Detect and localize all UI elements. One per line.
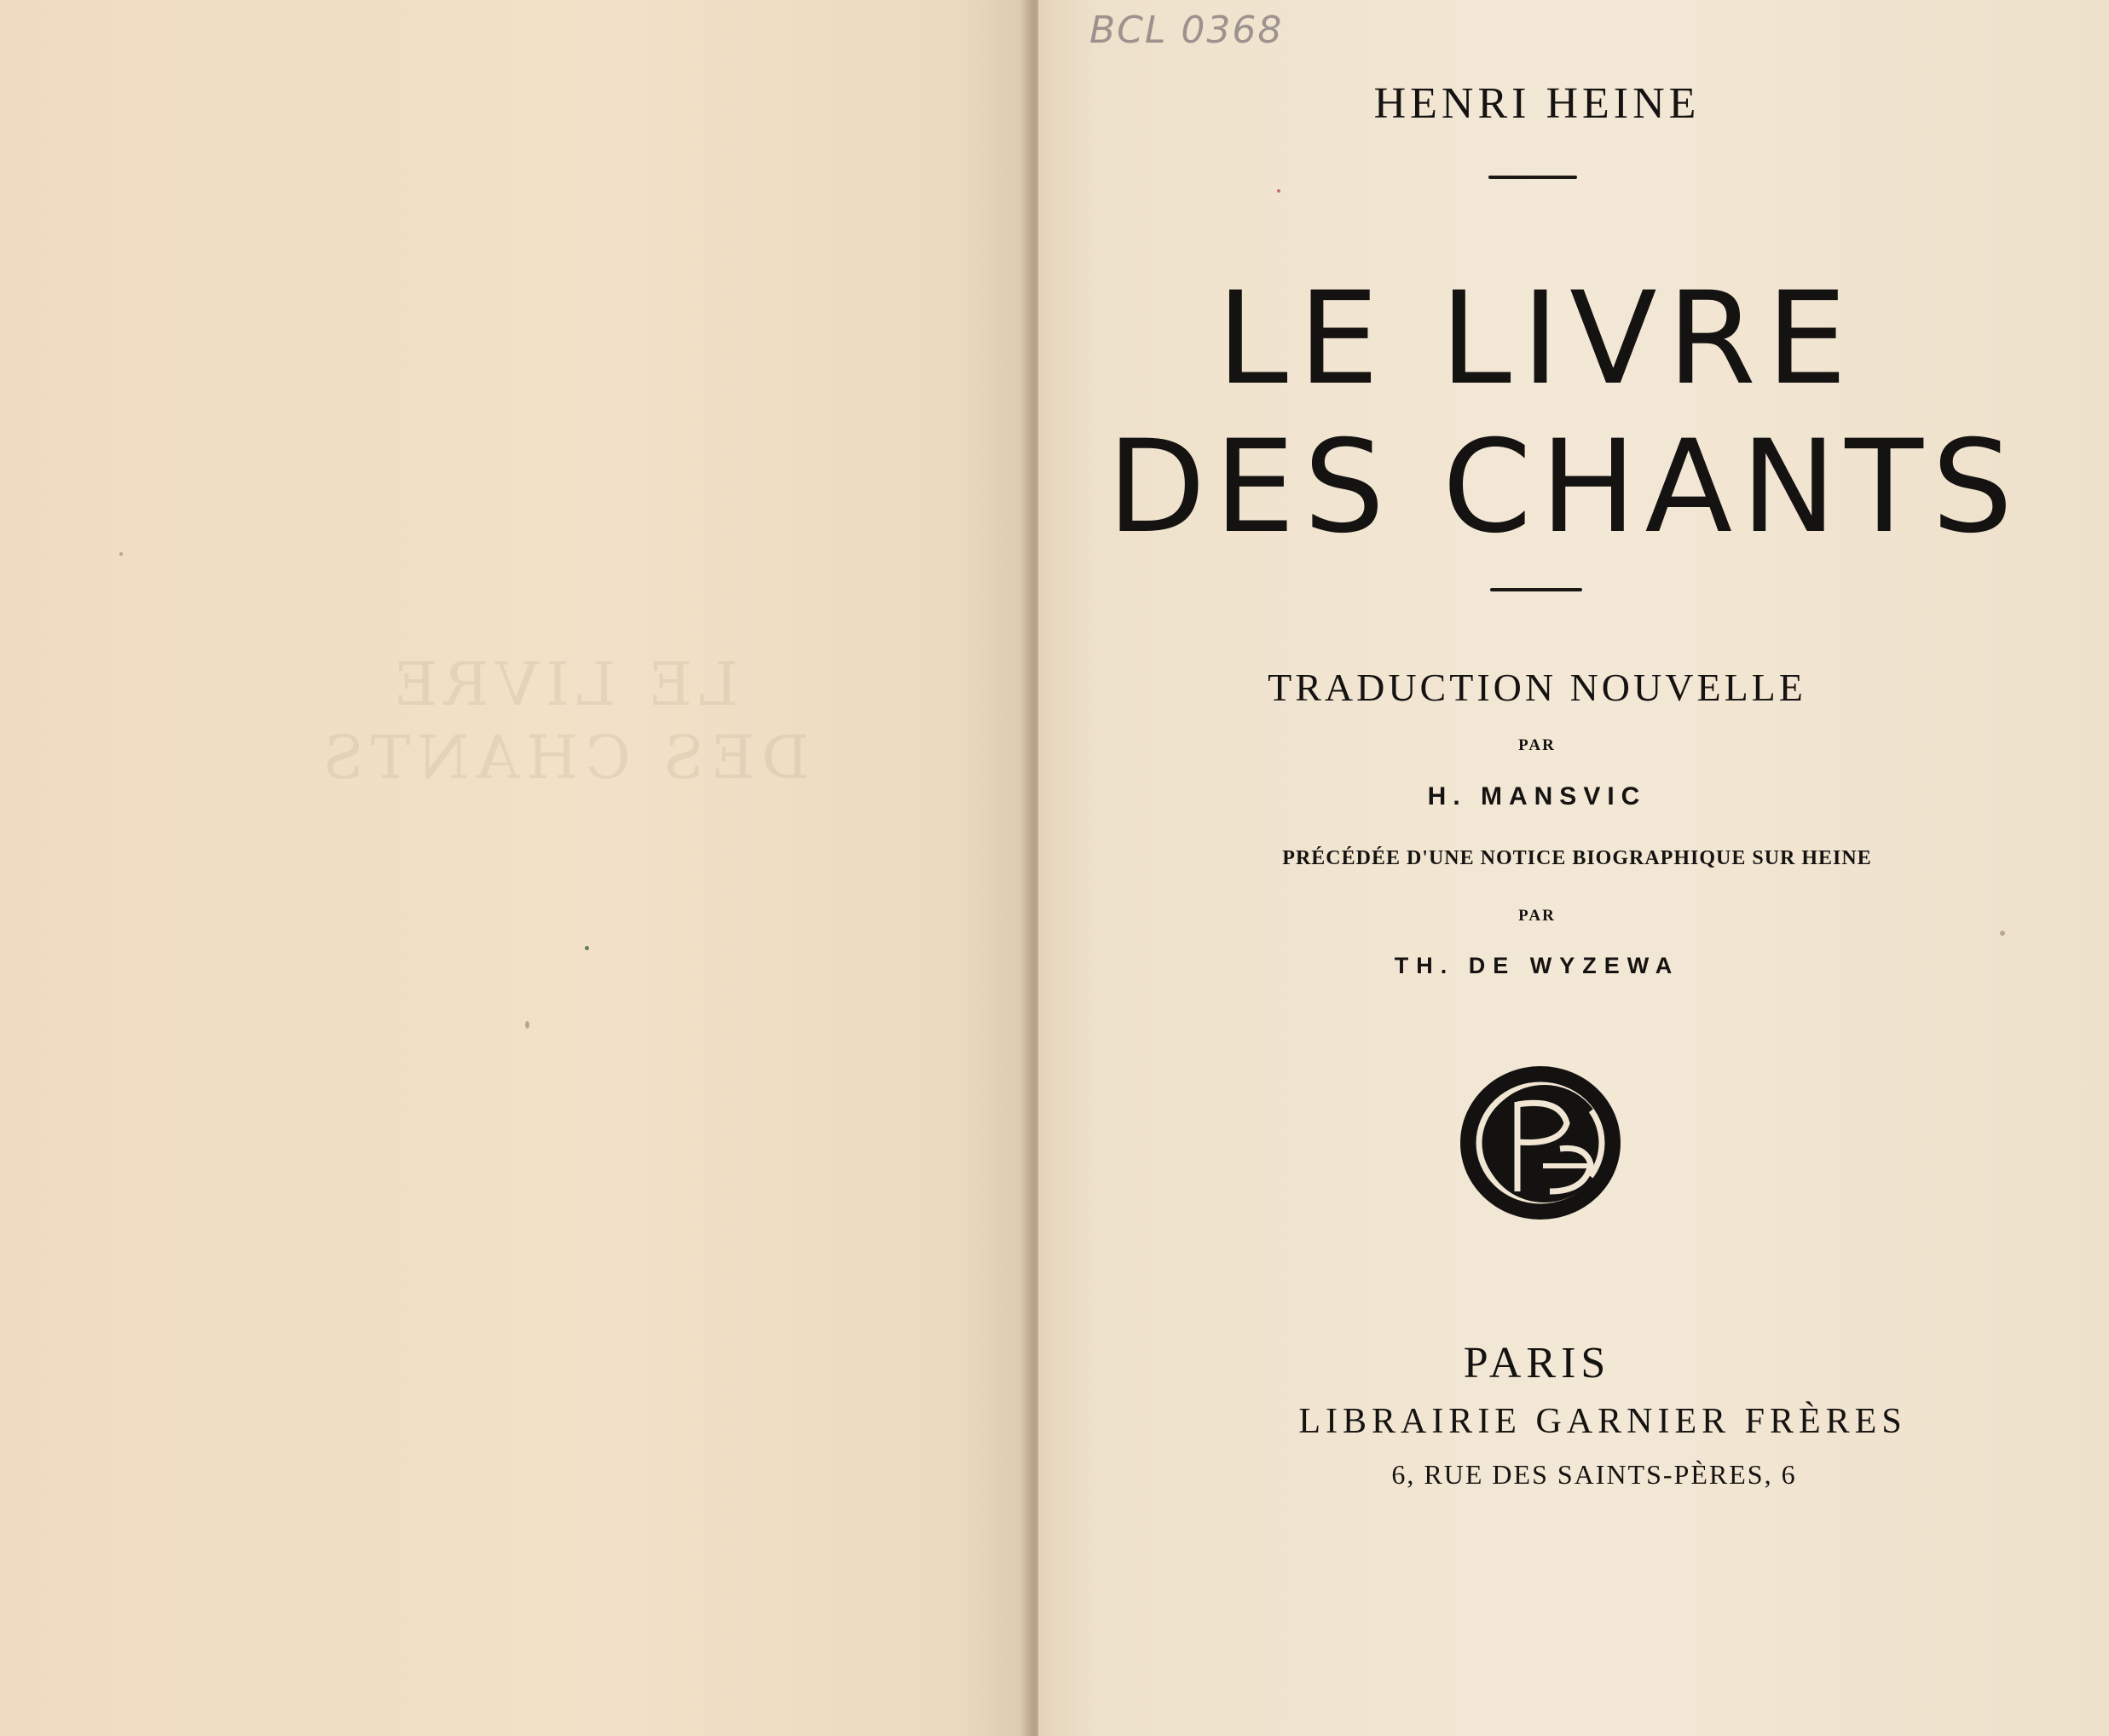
divider-rule [1490,588,1582,591]
publisher-address: 6, RUE DES SAINTS-PÈRES, 6 [1391,1459,1797,1490]
subtitle: TRADUCTION NOUVELLE [1268,666,1806,709]
publisher-logo [1458,1064,1623,1222]
left-page [0,0,1038,1736]
by-label: PAR [1518,736,1556,754]
publication-city: PARIS [1463,1339,1611,1387]
paper-speck [119,552,123,556]
by-label: PAR [1518,907,1556,925]
preface-author-name: TH. DE WYZEWA [1394,953,1680,978]
paper-speck [525,1021,529,1029]
preface-note: PRÉCÉDÉE D'UNE NOTICE BIOGRAPHIQUE SUR HEINE [1282,847,1872,869]
paper-speck [1277,189,1280,193]
paper-speck [585,946,589,950]
show-through-line-2: DES CHANTS [315,723,810,793]
paper-speck [2000,931,2005,936]
show-through-text [256,648,870,794]
book-title-line-1: LE LIVRE [1216,265,1858,413]
handwritten-shelfmark: BCL 0368 [1089,9,1284,52]
show-through-line-1: LE LIVRE [386,649,739,719]
divider-rule [1488,176,1577,179]
publisher-name: LIBRAIRIE GARNIER FRÈRES [1298,1402,1907,1441]
translator-name: H. MANSVIC [1427,782,1647,810]
book-title-line-2: DES CHANTS [1107,413,2022,562]
author-name: HENRI HEINE [1373,79,1701,128]
